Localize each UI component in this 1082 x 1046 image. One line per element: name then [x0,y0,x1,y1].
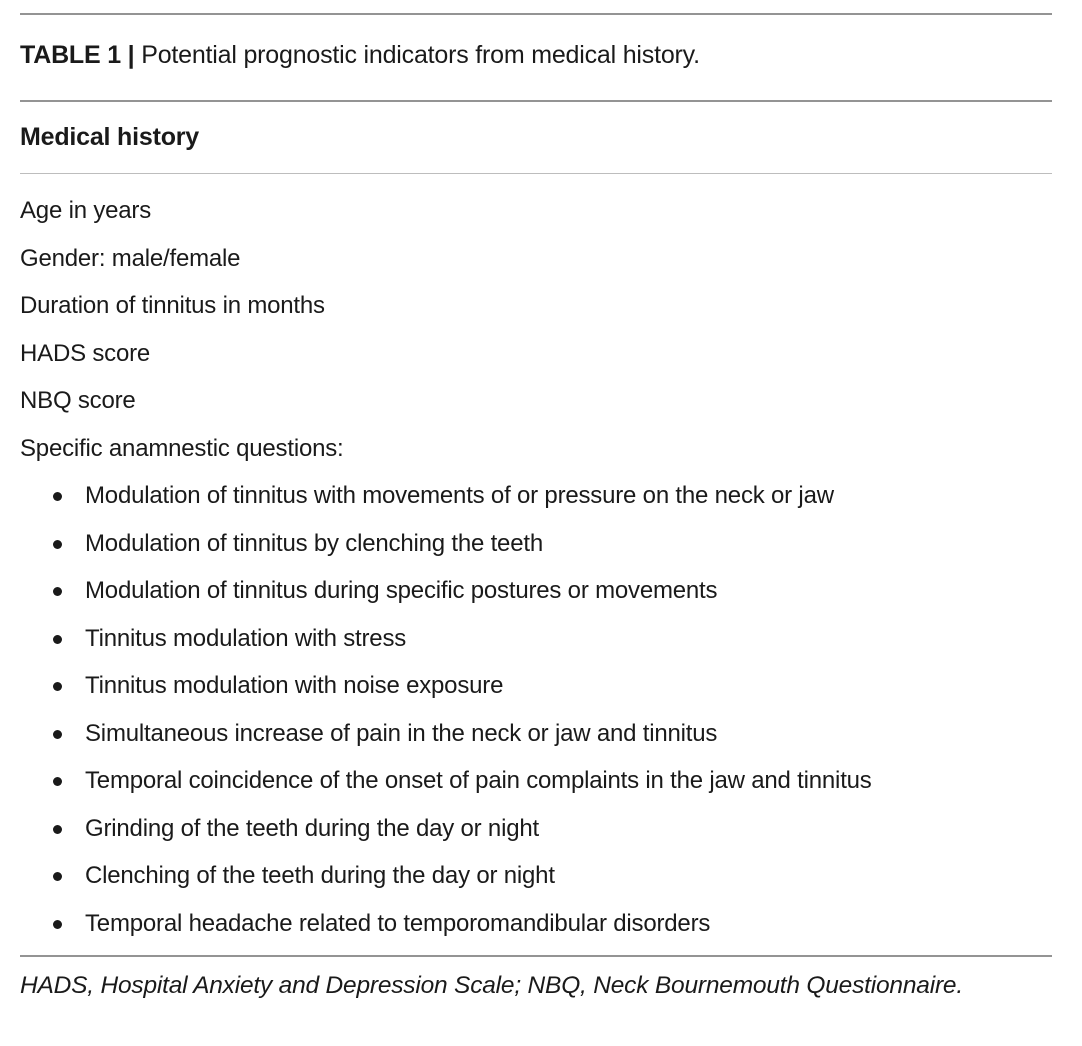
table-row: Duration of tinnitus in months [20,292,325,319]
bullet-icon [53,635,62,644]
table-body [0,187,1082,947]
list-item-text: Modulation of tinnitus with movements of or pressure on the neck or jaw [85,482,834,509]
bullet-icon [53,492,62,501]
bullet-icon [53,825,62,834]
column-header: Medical history [20,123,199,151]
list-item [20,900,1052,948]
list-item [20,472,1052,520]
anamnestic-questions-list [20,472,1052,947]
divider-below-caption [20,100,1052,102]
list-item-text: Grinding of the teeth during the day or night [85,814,539,842]
list-item-text: Tinnitus modulation with stress [85,624,407,652]
list-item-text: Temporal headache related to temporomandibular disorders [85,909,711,937]
table-footnote: HADS, Hospital Anxiety and Depression Scale; NBQ, Neck Bournemouth Questionnaire. [20,972,963,999]
divider-top [20,13,1052,15]
list-item [20,852,1052,900]
list-item [20,710,1052,758]
list-item [20,757,1052,805]
table-row: HADS score [20,339,151,367]
list-item-text: Simultaneous increase of pain in the neck or jaw and tinnitus [85,719,718,747]
list-item-text: Modulation of tinnitus by clenching the teeth [85,529,543,557]
list-item [20,520,1052,568]
bullet-icon [53,872,62,881]
table-row: Age in years [20,197,152,224]
divider-below-header [20,173,1052,174]
bullet-icon [53,730,62,739]
list-item-text: Modulation of tinnitus during specific postures or movements [85,577,718,604]
bullet-icon [53,682,62,691]
list-item [20,615,1052,663]
list-item-text: Temporal coincidence of the onset of pain complaints in the jaw and tinnitus [85,767,872,794]
table-row: Specific anamnestic questions: [20,434,344,462]
divider-above-footnote [20,955,1052,957]
table-caption-text: Potential prognostic indicators from medical history. [141,41,700,69]
table-caption-label: TABLE 1 | [20,41,135,69]
list-item [20,662,1052,710]
bullet-icon [53,587,62,596]
list-item [20,567,1052,615]
table-row: Gender: male/female [20,244,241,272]
bullet-icon [53,540,62,549]
table-caption [20,42,1052,68]
bullet-icon [53,920,62,929]
bullet-icon [53,777,62,786]
list-item [20,805,1052,853]
list-item-text: Clenching of the teeth during the day or night [85,862,555,889]
table-row: NBQ score [20,387,136,414]
list-item-text: Tinnitus modulation with noise exposure [85,672,504,699]
